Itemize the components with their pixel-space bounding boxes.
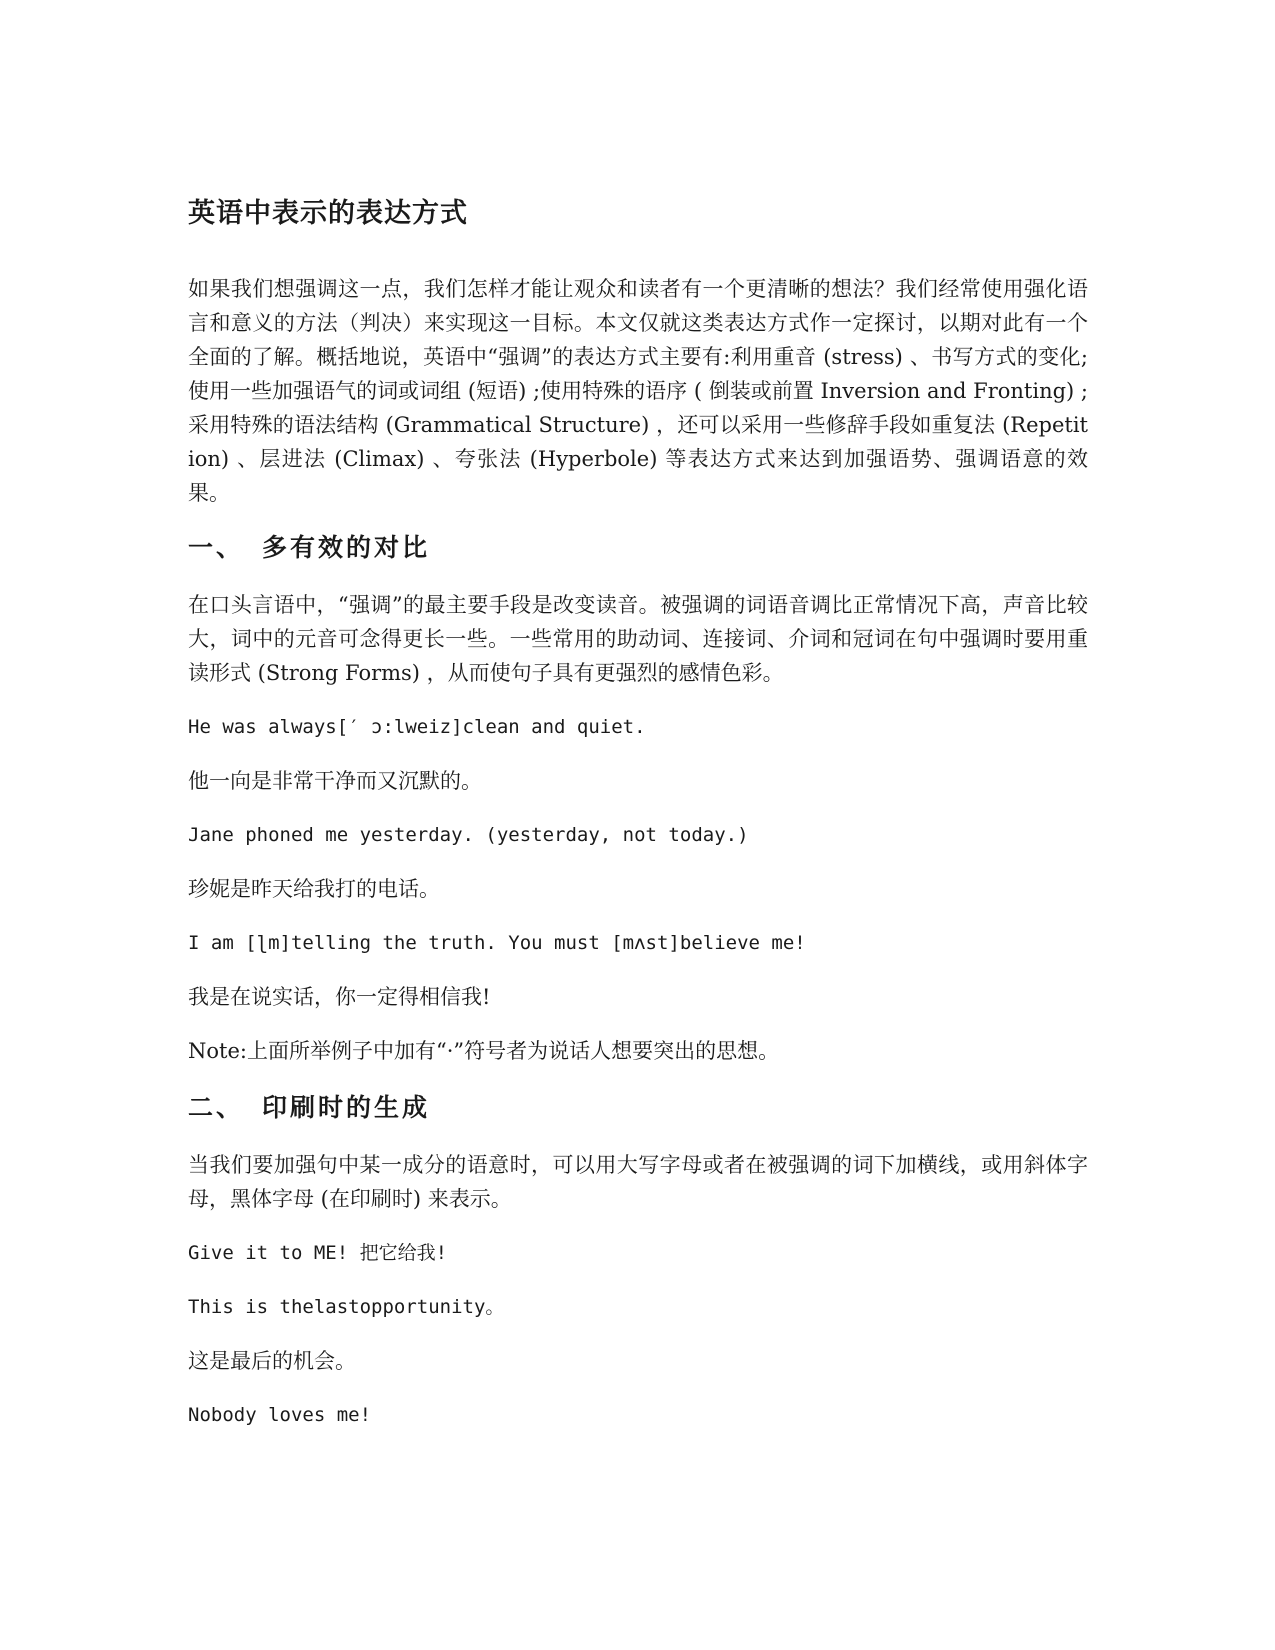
example-line: 珍妮是昨天给我打的电话。 [188,877,440,901]
section-2 [188,1090,1088,1430]
section-heading [188,530,1088,566]
example-line: 他一向是非常干净而又沉默的。 [188,769,482,793]
section-heading [188,1090,1088,1126]
example-line: Give it to ME! 把它给我! [188,1242,448,1264]
section-title: 印刷时的生成 [262,1093,431,1122]
section-number: 一、 [188,533,245,562]
example-line: 这是最后的机会。 [188,1349,356,1373]
section-paragraph: 在口头言语中，“强调”的最主要手段是改变读音。被强调的词语音调比正常情况下高，声音比较大，词中的元音可念得更长一些。一些常用的助动词、连接词、介词和冠词在句中强调时要用重读形式 (Strong Forms) ，从而使句子具有更强烈的感情色彩。 [188,593,1088,685]
example-line: Jane phoned me yesterday. (yesterday, not today.) [188,824,749,846]
example-line: Nobody loves me! [188,1404,372,1426]
example-line: This is thelastopportunity。 [188,1296,505,1318]
note-line: Note:上面所举例子中加有“·”符号者为说话人想要突出的思想。 [188,1039,780,1063]
section-paragraph: 当我们要加强句中某一成分的语意时，可以用大写字母或者在被强调的词下加横线，或用斜体字母，黑体字母 (在印刷时) 来表示。 [188,1153,1088,1211]
section-title: 多有效的对比 [262,533,431,562]
example-line: 我是在说实话，你一定得相信我! [188,985,491,1009]
intro-paragraph: 如果我们想强调这一点，我们怎样才能让观众和读者有一个更清晰的想法？我们经常使用强化语言和意义的方法（判决）来实现这一目标。本文仅就这类表达方式作一定探讨，以期对此有一个全面的了解。概括地说，英语中“强调”的表达方式主要有:利用重音 (stress) 、书写方式的变化;使用一些加强语气的词或词组 (短语) ;使用特殊的语序 ( 倒装或前置 Inversion and Fronting) ;采用特殊的语法结构 (Grammatical Structure) ，还可以采用一些修辞手段如重复法 (Repetition) 、层进法 (Climax) 、夸张法 (Hyperbole) 等表达方式来达到加强语势、强调语意的效果。 [188,277,1088,505]
section-number: 二、 [188,1093,245,1122]
document-page [188,196,1088,1454]
example-line: He was always[′ ɔ:lweiz]clean and quiet. [188,716,646,738]
section-1 [188,530,1088,1066]
document-title: 英语中表示的表达方式 [188,198,468,229]
example-line: I am [ɭm]telling the truth. You must [mʌst]believe me! [188,932,806,954]
